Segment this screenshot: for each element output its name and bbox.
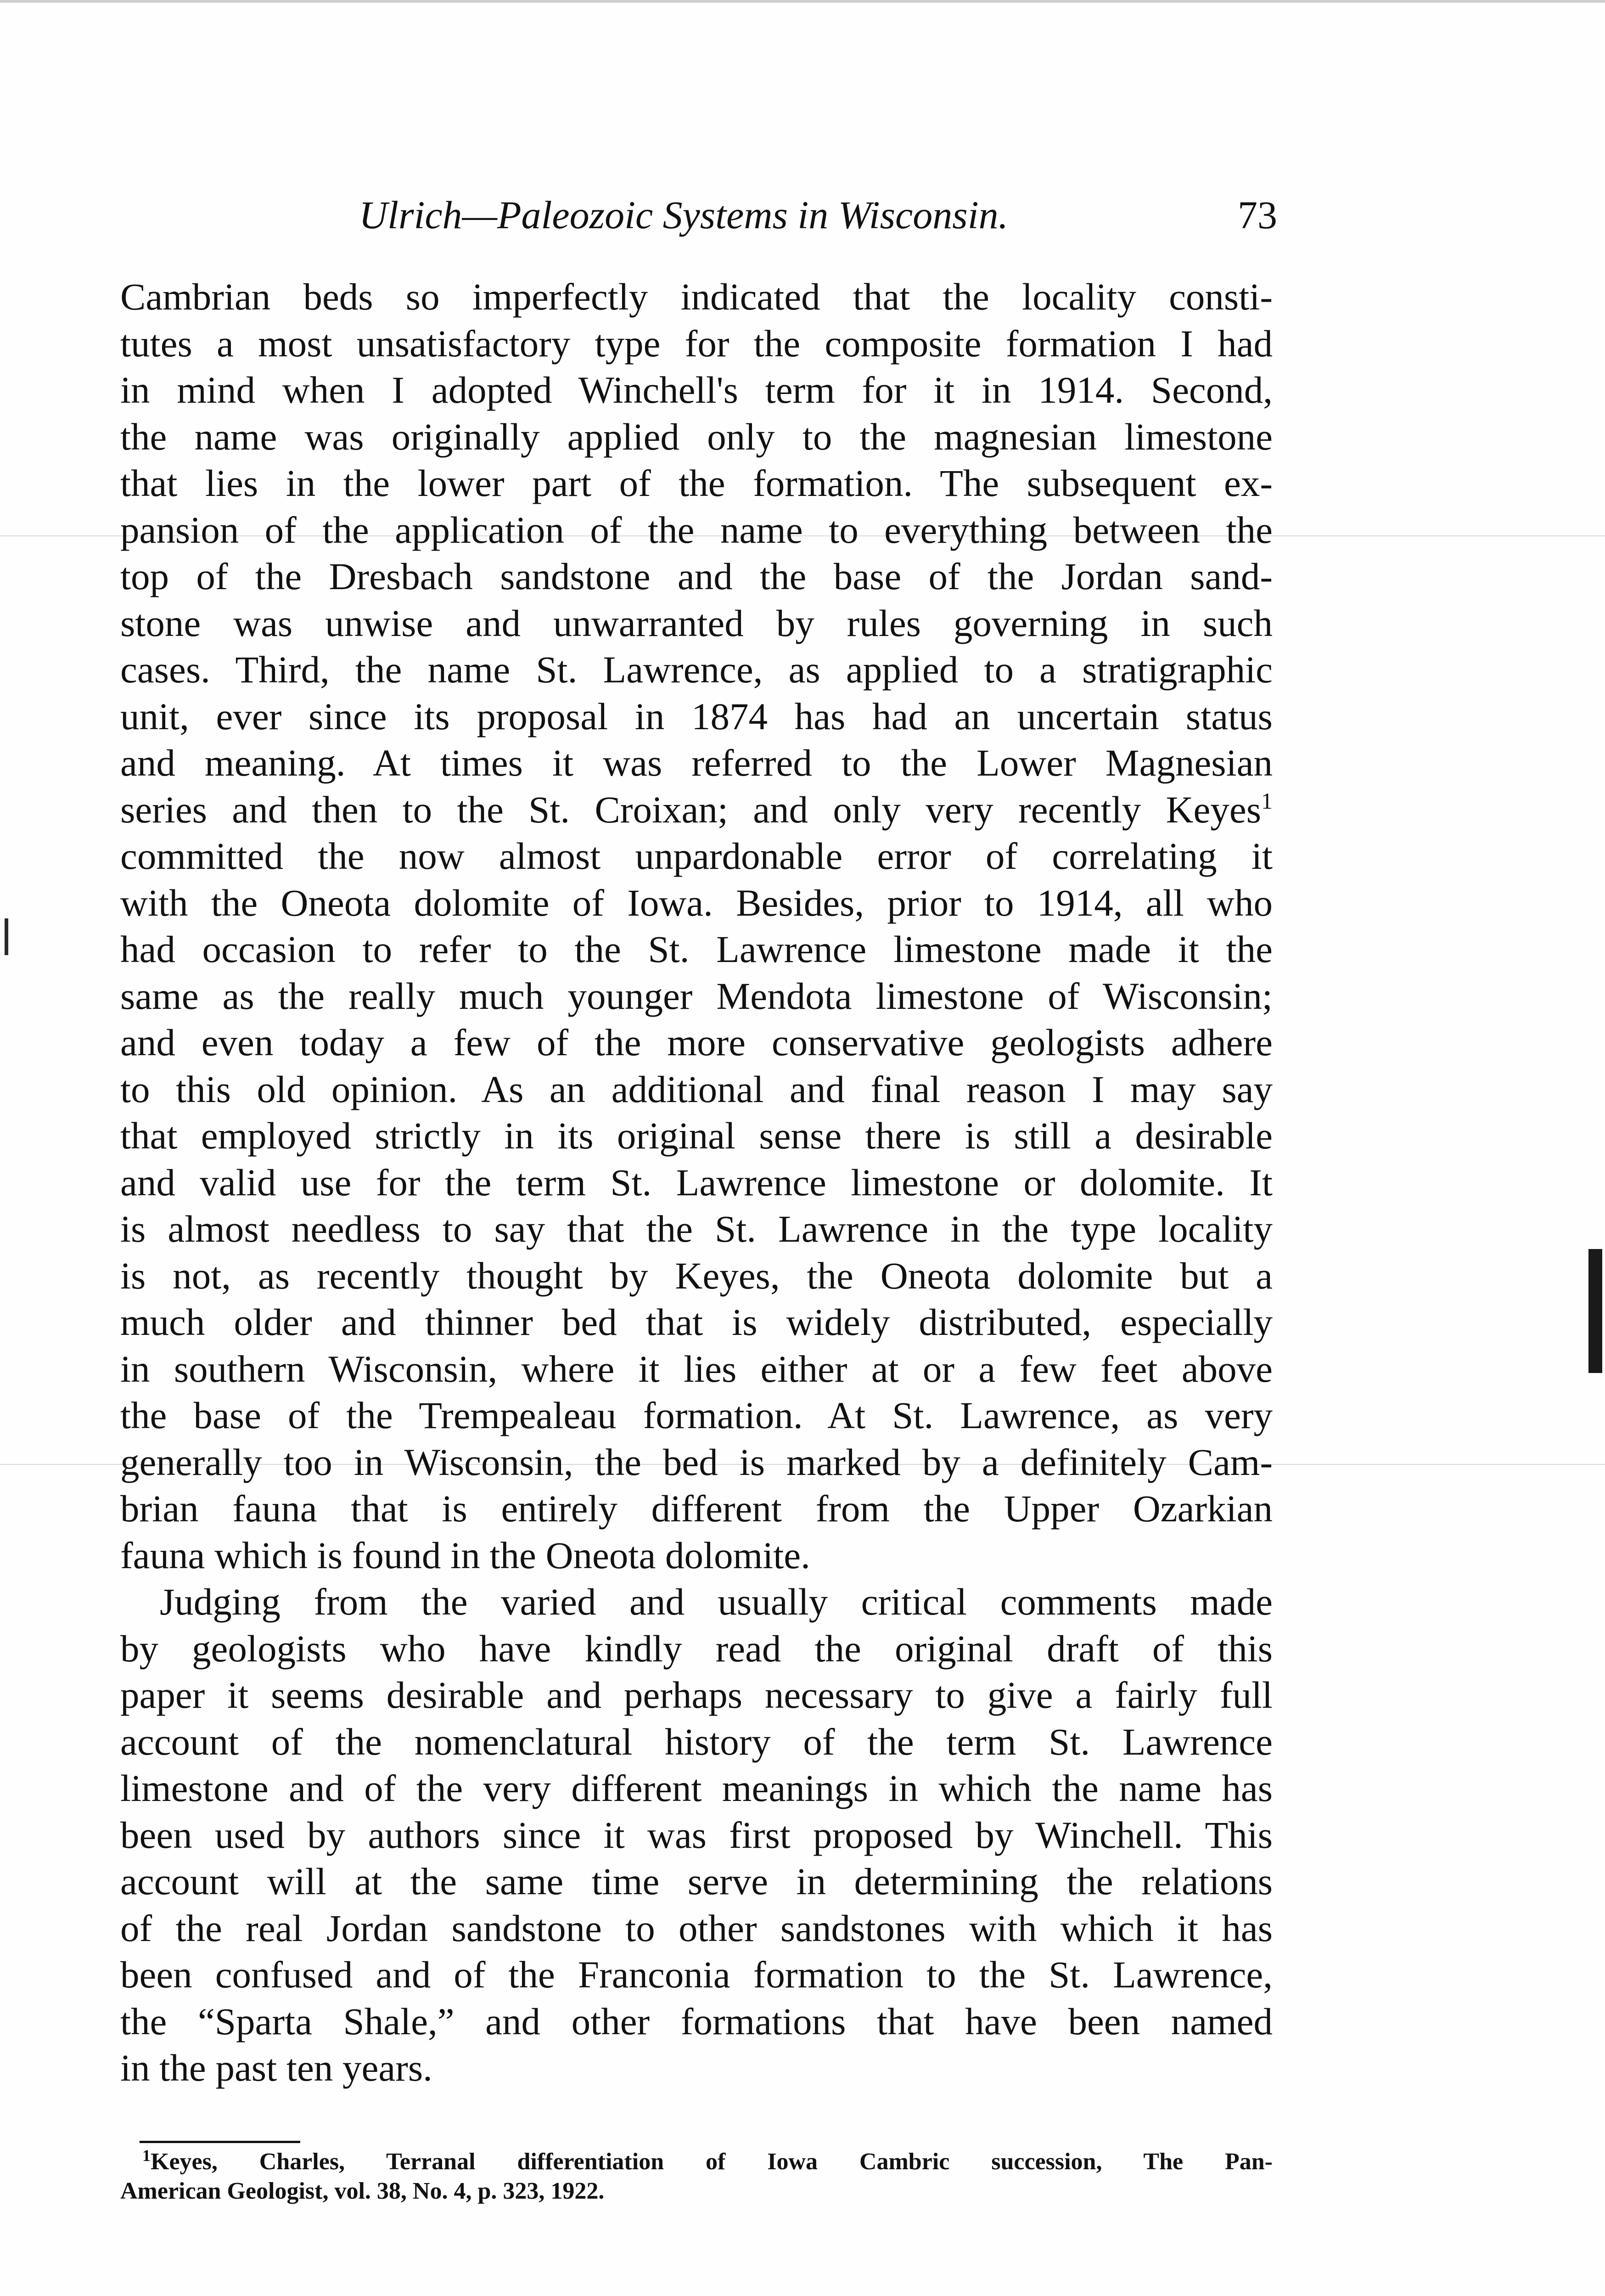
paragraph (120, 274, 1273, 1579)
footnote-line: American Geologist, vol. 38, No. 4, p. 323, 1922. (120, 2178, 605, 2204)
text-line: paper it seems desirable and perhaps necessary to give a fairly full (120, 1674, 1273, 1716)
footnote-rule (140, 2141, 300, 2143)
text-line: top of the Dresbach sandstone and the base of the Jordan sand- (120, 555, 1273, 597)
running-head (120, 187, 1277, 242)
text-line: with the Oneota dolomite of Iowa. Besides, prior to 1914, all who (120, 881, 1273, 924)
text-line: that employed strictly in its original sense there is still a desirable (120, 1114, 1273, 1157)
text-line: and valid use for the term St. Lawrence limestone or dolomite. It (120, 1161, 1273, 1204)
text-line: Judging from the varied and usually critical comments made (160, 1581, 1273, 1623)
text-line: Cambrian beds so imperfectly indicated that the locality consti- (120, 276, 1273, 318)
text-line: by geologists who have kindly read the original draft of this (120, 1627, 1273, 1670)
scan-margin-mark (1588, 1249, 1602, 1373)
text-line: in southern Wisconsin, where it lies either at or a few feet above (120, 1347, 1273, 1390)
text-line: stone was unwise and unwarranted by rules governing in such (120, 602, 1273, 644)
text-line: and meaning. At times it was referred to the Lower Magnesian (120, 742, 1273, 784)
page-top-edge (0, 0, 1605, 3)
footnote-line-content: Keyes, Charles, Terranal differentiation of Iowa Cambric succession, The Pan- (151, 2149, 1273, 2175)
text-line: account will at the same time serve in determining the relations (120, 1860, 1273, 1902)
text-line-with-footnote-ref (120, 787, 1273, 833)
footnote-marker: 1 (142, 2146, 151, 2165)
footnote-reference: 1 (1261, 788, 1273, 814)
text-line: been confused and of the Franconia formation to the St. Lawrence, (120, 1953, 1273, 1996)
text-line: is not, as recently thought by Keyes, the Oneota dolomite but a (120, 1254, 1273, 1297)
text-line: generally too in Wisconsin, the bed is marked by a definitely Cam- (120, 1441, 1273, 1483)
text-line: the “Sparta Shale,” and other formations that have been named (120, 2000, 1273, 2043)
text-line: that lies in the lower part of the formation. The subsequent ex- (120, 462, 1273, 504)
text-line: and even today a few of the more conservative geologists adhere (120, 1021, 1273, 1064)
running-title: Ulrich—Paleozoic Systems in Wisconsin. (359, 193, 1009, 237)
text-line-content: series and then to the St. Croixan; and only very recently Keyes (120, 788, 1261, 831)
text-line: tutes a most unsatisfactory type for the composite formation I had (120, 322, 1273, 365)
text-line: in mind when I adopted Winchell's term for it in 1914. Second, (120, 369, 1273, 411)
text-line: of the real Jordan sandstone to other sandstones with which it has (120, 1907, 1273, 1949)
text-line: limestone and of the very different meanings in which the name has (120, 1767, 1273, 1809)
body-text (120, 274, 1273, 2092)
footnote (120, 2147, 1273, 2206)
paragraph (120, 1579, 1273, 2092)
text-line: account of the nomenclatural history of the term St. Lawrence (120, 1720, 1273, 1763)
page-number: 73 (1238, 193, 1277, 237)
text-line: cases. Third, the name St. Lawrence, as applied to a stratigraphic (120, 648, 1273, 691)
text-line: in the past ten years. (120, 2047, 432, 2089)
text-line: unit, ever since its proposal in 1874 has had an uncertain status (120, 695, 1273, 737)
text-line: pansion of the application of the name to everything between the (120, 508, 1273, 551)
text-line: been used by authors since it was first proposed by Winchell. This (120, 1813, 1273, 1856)
text-line: had occasion to refer to the St. Lawrence limestone made it the (120, 928, 1273, 970)
text-line: fauna which is found in the Oneota dolomite. (120, 1534, 810, 1576)
text-line: the base of the Trempealeau formation. At St. Lawrence, as very (120, 1394, 1273, 1436)
scan-margin-mark (5, 918, 8, 955)
footnote-line (120, 2147, 1273, 2177)
text-line: is almost needless to say that the St. Lawrence in the type locality (120, 1208, 1273, 1250)
text-line: to this old opinion. As an additional and final reason I may say (120, 1068, 1273, 1110)
text-line: brian fauna that is entirely different from the Upper Ozarkian (120, 1487, 1273, 1530)
text-line: much older and thinner bed that is widely distributed, especially (120, 1301, 1273, 1343)
text-line: same as the really much younger Mendota limestone of Wisconsin; (120, 974, 1273, 1017)
text-line: committed the now almost unpardonable error of correlating it (120, 835, 1273, 877)
text-line: the name was originally applied only to the magnesian limestone (120, 415, 1273, 458)
